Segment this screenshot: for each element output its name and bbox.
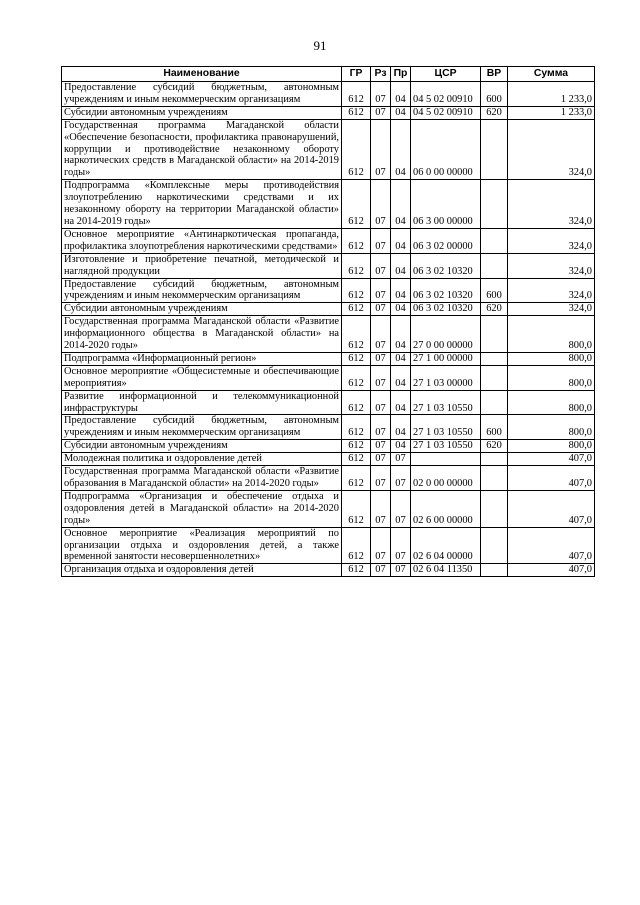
cell-rz: 07 [371, 228, 391, 253]
cell-vr [481, 390, 508, 415]
cell-csr: 02 6 04 00000 [411, 527, 481, 564]
cell-name: Основное мероприятие «Антинаркотическая пропаганда, профилактика злоупотребления наркотическими средствами» [62, 228, 342, 253]
cell-pr: 04 [391, 352, 411, 365]
cell-name: Субсидии автономным учреждениям [62, 303, 342, 316]
cell-csr: 02 0 00 00000 [411, 466, 481, 491]
cell-pr: 04 [391, 278, 411, 303]
cell-vr [481, 453, 508, 466]
cell-csr: 04 5 02 00910 [411, 106, 481, 119]
cell-sum: 407,0 [508, 564, 595, 577]
table-row [62, 440, 595, 453]
cell-vr: 600 [481, 278, 508, 303]
cell-gr: 612 [342, 180, 371, 229]
table-row [62, 365, 595, 390]
cell-name: Подпрограмма «Организация и обеспечение отдыха и оздоровления детей в Магаданской области» на 2014-2020 годы» [62, 490, 342, 527]
cell-rz: 07 [371, 253, 391, 278]
page-number: 91 [313, 38, 327, 53]
cell-name: Государственная программа Магаданской области «Развитие информационного общества в Магаданской области» на 2014-2020 годы» [62, 316, 342, 353]
cell-csr: 02 6 00 00000 [411, 490, 481, 527]
cell-rz: 07 [371, 365, 391, 390]
cell-rz: 07 [371, 106, 391, 119]
table-row [62, 82, 595, 107]
cell-rz: 07 [371, 352, 391, 365]
cell-name: Основное мероприятие «Общесистемные и обеспечивающие мероприятия» [62, 365, 342, 390]
cell-vr: 620 [481, 106, 508, 119]
cell-csr: 06 3 02 10320 [411, 303, 481, 316]
cell-pr: 07 [391, 453, 411, 466]
cell-pr: 04 [391, 180, 411, 229]
header-rz: Рз [371, 67, 391, 82]
cell-rz: 07 [371, 564, 391, 577]
cell-vr [481, 228, 508, 253]
cell-csr [411, 453, 481, 466]
cell-csr: 27 1 03 10550 [411, 415, 481, 440]
cell-vr [481, 316, 508, 353]
budget-table [61, 66, 595, 577]
cell-vr [481, 365, 508, 390]
cell-name: Субсидии автономным учреждениям [62, 440, 342, 453]
cell-sum: 800,0 [508, 352, 595, 365]
cell-sum: 1 233,0 [508, 106, 595, 119]
cell-gr: 612 [342, 352, 371, 365]
cell-rz: 07 [371, 440, 391, 453]
cell-pr: 04 [391, 106, 411, 119]
cell-sum: 407,0 [508, 490, 595, 527]
table-row [62, 253, 595, 278]
cell-sum: 324,0 [508, 119, 595, 180]
cell-rz: 07 [371, 303, 391, 316]
cell-sum: 800,0 [508, 440, 595, 453]
cell-rz: 07 [371, 390, 391, 415]
cell-vr [481, 490, 508, 527]
cell-csr: 27 1 00 00000 [411, 352, 481, 365]
cell-vr [481, 253, 508, 278]
cell-vr: 620 [481, 440, 508, 453]
cell-gr: 612 [342, 228, 371, 253]
cell-vr [481, 564, 508, 577]
cell-vr [481, 527, 508, 564]
table-row [62, 352, 595, 365]
table-row [62, 453, 595, 466]
cell-sum: 407,0 [508, 527, 595, 564]
cell-name: Основное мероприятие «Реализация мероприятий по организации отдыха и оздоровления детей, а также временной занятости несовершеннолетних» [62, 527, 342, 564]
cell-pr: 04 [391, 440, 411, 453]
header-csr: ЦСР [411, 67, 481, 82]
table-row [62, 527, 595, 564]
cell-csr: 27 1 03 10550 [411, 390, 481, 415]
cell-pr: 04 [391, 390, 411, 415]
cell-vr [481, 352, 508, 365]
cell-rz: 07 [371, 490, 391, 527]
cell-pr: 04 [391, 119, 411, 180]
cell-vr [481, 180, 508, 229]
cell-pr: 04 [391, 303, 411, 316]
cell-sum: 407,0 [508, 466, 595, 491]
cell-name: Предоставление субсидий бюджетным, автономным учреждениям и иным некоммерческим организациям [62, 278, 342, 303]
cell-name: Государственная программа Магаданской области «Развитие образования в Магаданской области» на 2014-2020 годы» [62, 466, 342, 491]
cell-csr: 27 1 03 00000 [411, 365, 481, 390]
cell-csr: 02 6 04 11350 [411, 564, 481, 577]
cell-gr: 612 [342, 119, 371, 180]
cell-sum: 324,0 [508, 253, 595, 278]
cell-gr: 612 [342, 303, 371, 316]
cell-csr: 04 5 02 00910 [411, 82, 481, 107]
cell-pr: 04 [391, 316, 411, 353]
cell-name: Организация отдыха и оздоровления детей [62, 564, 342, 577]
table-header-row [62, 67, 595, 82]
table-row [62, 564, 595, 577]
cell-gr: 612 [342, 453, 371, 466]
header-gr: ГР [342, 67, 371, 82]
table-row [62, 303, 595, 316]
cell-name: Предоставление субсидий бюджетным, автономным учреждениям и иным некоммерческим организациям [62, 82, 342, 107]
cell-rz: 07 [371, 453, 391, 466]
cell-sum: 324,0 [508, 180, 595, 229]
cell-name: Подпрограмма «Информационный регион» [62, 352, 342, 365]
cell-rz: 07 [371, 278, 391, 303]
header-sum: Сумма [508, 67, 595, 82]
cell-gr: 612 [342, 440, 371, 453]
cell-rz: 07 [371, 316, 391, 353]
cell-csr: 27 1 03 10550 [411, 440, 481, 453]
header-name: Наименование [62, 67, 342, 82]
cell-sum: 800,0 [508, 415, 595, 440]
cell-gr: 612 [342, 365, 371, 390]
cell-vr: 600 [481, 415, 508, 440]
cell-pr: 07 [391, 466, 411, 491]
cell-name: Изготовление и приобретение печатной, методической и наглядной продукции [62, 253, 342, 278]
cell-csr: 06 3 02 10320 [411, 253, 481, 278]
cell-vr [481, 119, 508, 180]
cell-sum: 407,0 [508, 453, 595, 466]
cell-gr: 612 [342, 466, 371, 491]
cell-gr: 612 [342, 390, 371, 415]
cell-gr: 612 [342, 253, 371, 278]
cell-sum: 324,0 [508, 228, 595, 253]
cell-csr: 06 0 00 00000 [411, 119, 481, 180]
table-row [62, 490, 595, 527]
cell-rz: 07 [371, 82, 391, 107]
cell-pr: 07 [391, 564, 411, 577]
cell-pr: 04 [391, 415, 411, 440]
cell-sum: 800,0 [508, 390, 595, 415]
cell-csr: 06 3 02 00000 [411, 228, 481, 253]
cell-vr [481, 466, 508, 491]
cell-vr: 600 [481, 82, 508, 107]
table-row [62, 228, 595, 253]
table-row [62, 390, 595, 415]
cell-name: Молодежная политика и оздоровление детей [62, 453, 342, 466]
cell-gr: 612 [342, 527, 371, 564]
cell-rz: 07 [371, 527, 391, 564]
table-row [62, 415, 595, 440]
cell-sum: 324,0 [508, 303, 595, 316]
cell-sum: 1 233,0 [508, 82, 595, 107]
table-row [62, 278, 595, 303]
cell-gr: 612 [342, 490, 371, 527]
header-pr: Пр [391, 67, 411, 82]
cell-sum: 800,0 [508, 365, 595, 390]
cell-name: Подпрограмма «Комплексные меры противодействия злоупотреблению наркотическими средствами и их незаконному обороту на территории Магаданской области» на 2014-2019 годы» [62, 180, 342, 229]
cell-sum: 324,0 [508, 278, 595, 303]
cell-pr: 07 [391, 527, 411, 564]
cell-gr: 612 [342, 564, 371, 577]
cell-csr: 27 0 00 00000 [411, 316, 481, 353]
cell-sum: 800,0 [508, 316, 595, 353]
cell-pr: 04 [391, 253, 411, 278]
cell-pr: 04 [391, 365, 411, 390]
table-row [62, 180, 595, 229]
cell-csr: 06 3 00 00000 [411, 180, 481, 229]
cell-rz: 07 [371, 466, 391, 491]
cell-gr: 612 [342, 415, 371, 440]
cell-rz: 07 [371, 180, 391, 229]
cell-name: Государственная программа Магаданской области «Обеспечение безопасности, профилактика правонарушений, коррупции и противодействие незаконному обороту наркотических средств в Магаданской области» на 2014-2019 годы» [62, 119, 342, 180]
table-row [62, 106, 595, 119]
cell-pr: 07 [391, 490, 411, 527]
table-row [62, 316, 595, 353]
cell-name: Предоставление субсидий бюджетным, автономным учреждениям и иным некоммерческим организациям [62, 415, 342, 440]
table-row [62, 119, 595, 180]
cell-rz: 07 [371, 415, 391, 440]
cell-gr: 612 [342, 82, 371, 107]
cell-gr: 612 [342, 316, 371, 353]
cell-pr: 04 [391, 228, 411, 253]
cell-gr: 612 [342, 106, 371, 119]
cell-csr: 06 3 02 10320 [411, 278, 481, 303]
table-row [62, 466, 595, 491]
cell-gr: 612 [342, 278, 371, 303]
cell-vr: 620 [481, 303, 508, 316]
header-vr: ВР [481, 67, 508, 82]
cell-rz: 07 [371, 119, 391, 180]
cell-name: Субсидии автономным учреждениям [62, 106, 342, 119]
cell-name: Развитие информационной и телекоммуникационной инфраструктуры [62, 390, 342, 415]
cell-pr: 04 [391, 82, 411, 107]
